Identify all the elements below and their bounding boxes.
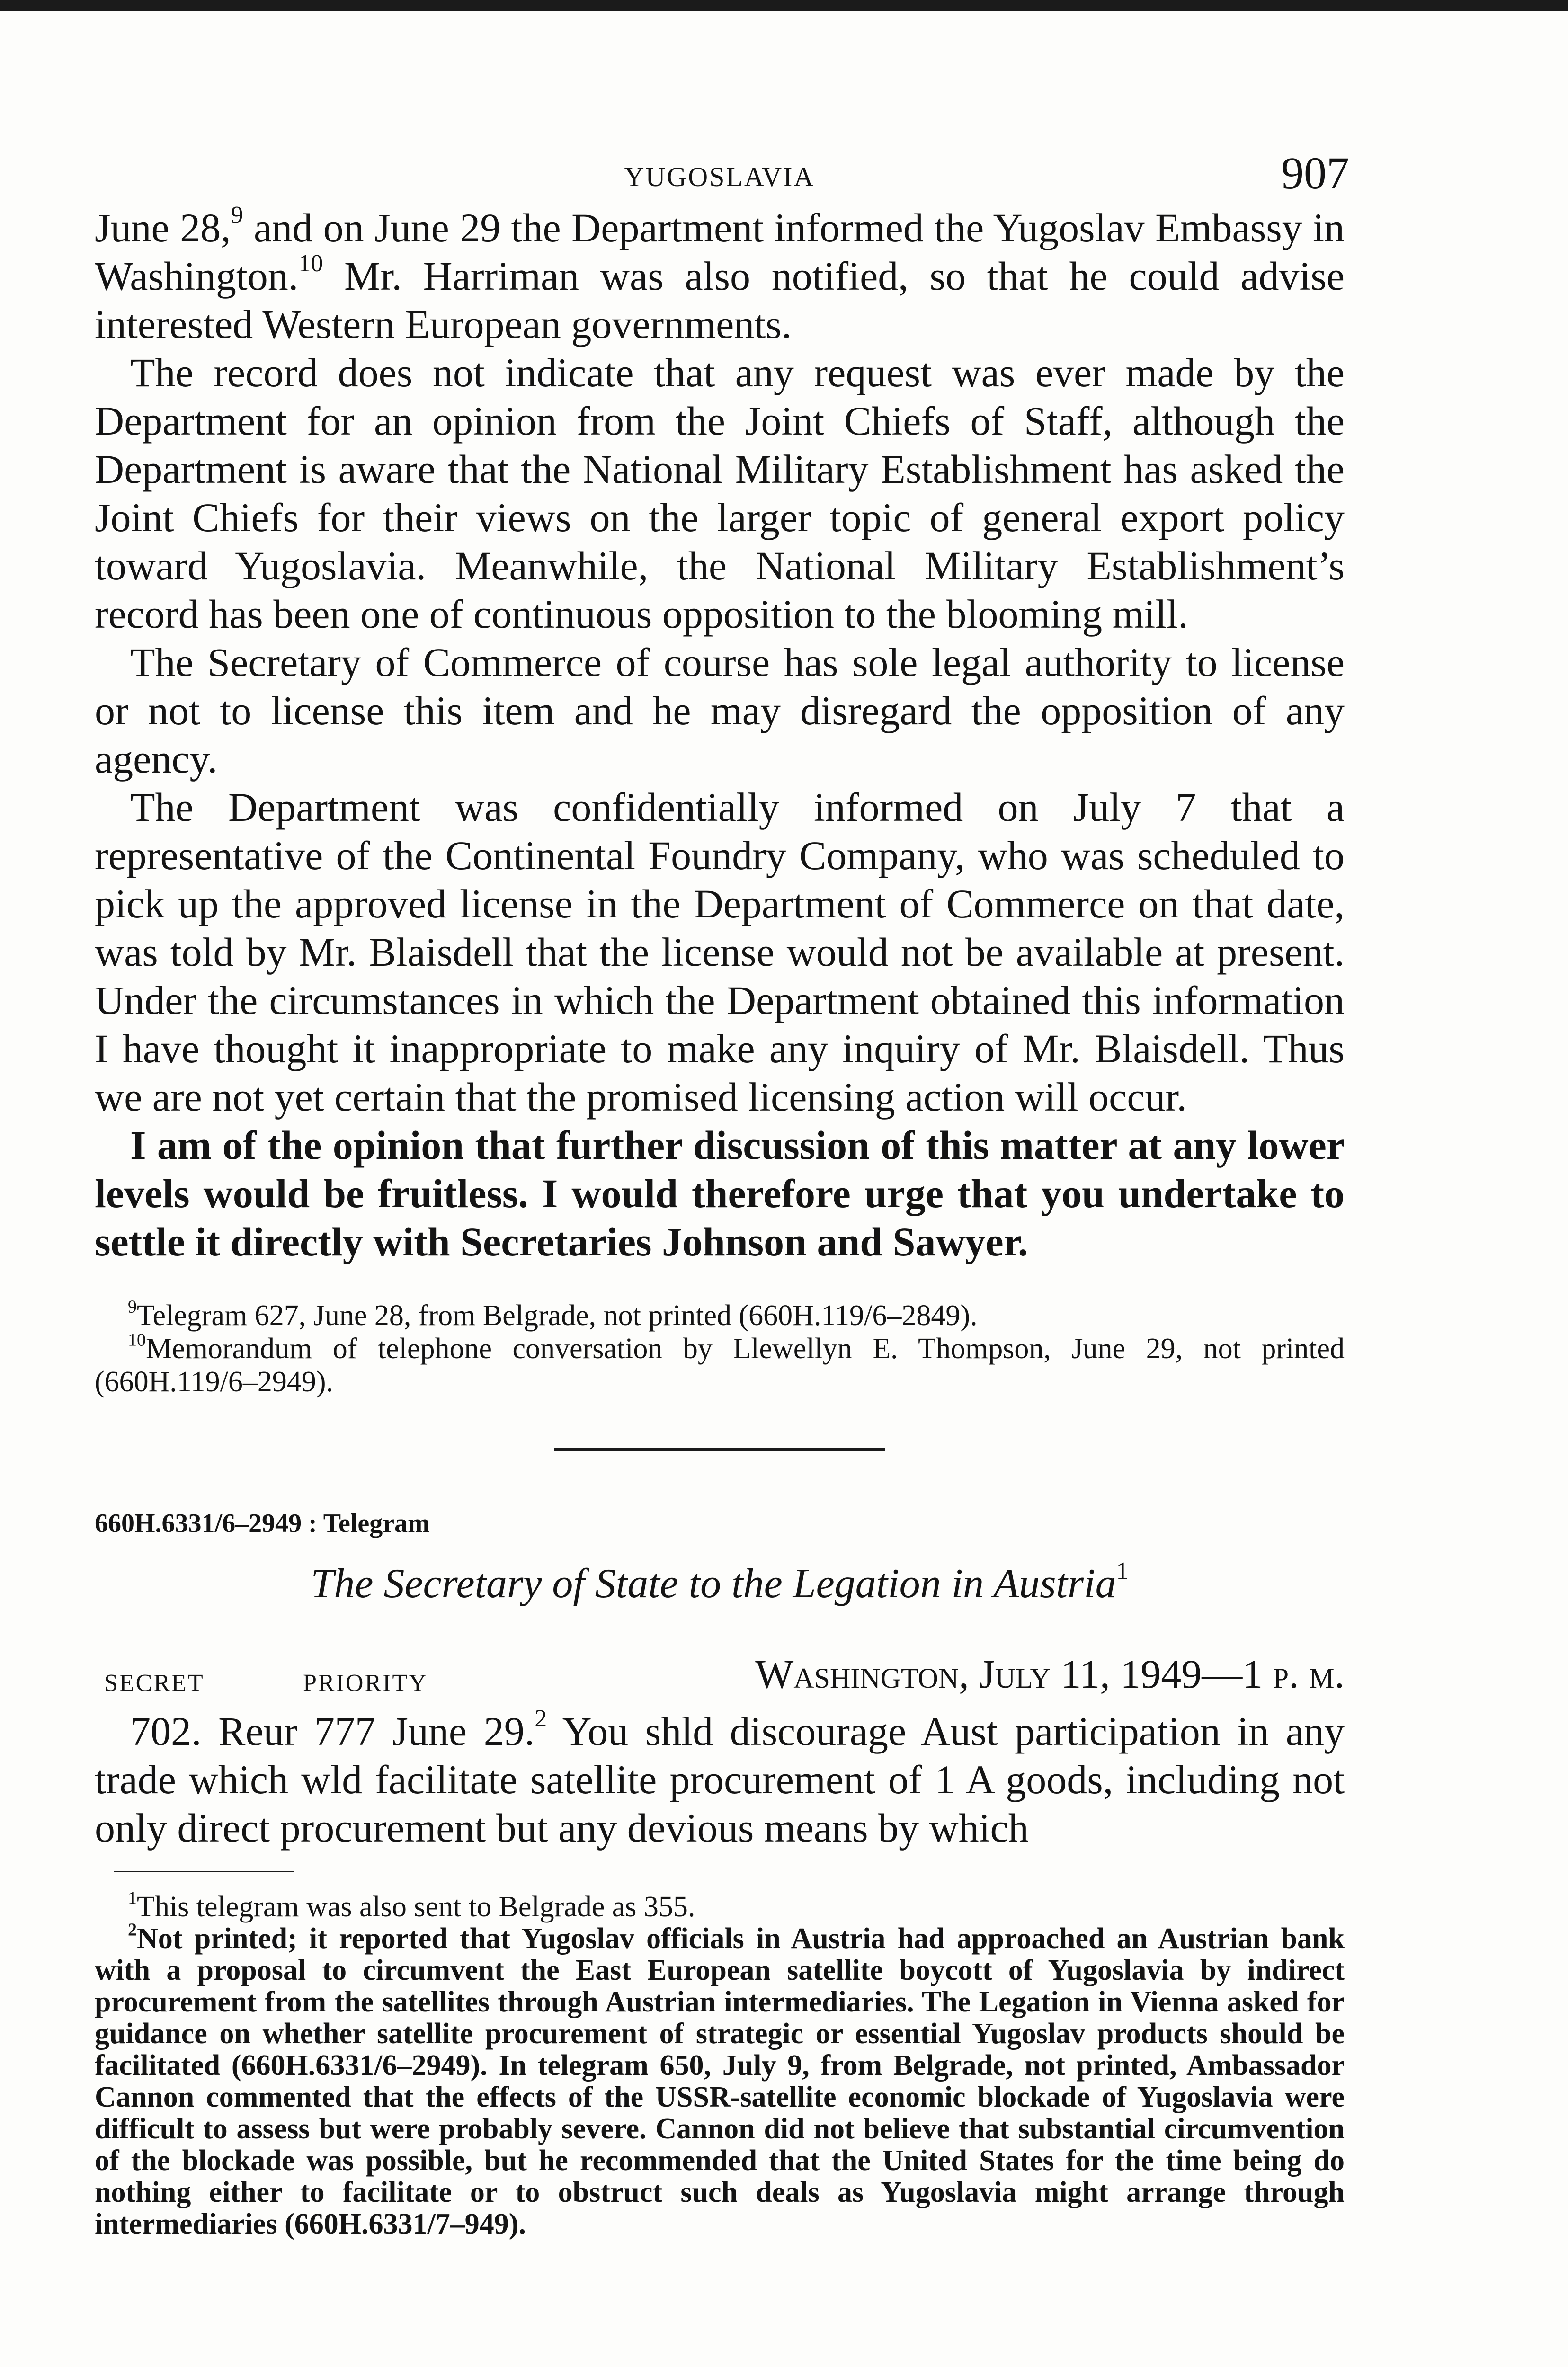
- section-divider: [554, 1448, 885, 1451]
- paragraph-text: June 28,: [95, 205, 231, 250]
- footnote-marker: 9: [128, 1297, 137, 1317]
- footnotes-bottom: [95, 1888, 1345, 2240]
- telegram-body: [95, 1707, 1345, 1852]
- running-title: YUGOSLAVIA: [624, 161, 815, 192]
- footnote-text: Memorandum of telephone conversation by Llewellyn E. Thompson, June 29, not printed (660H.119/6–2949).: [95, 1333, 1345, 1398]
- footnote-ref-9[interactable]: 9: [231, 202, 243, 229]
- body-text: [95, 204, 1345, 1266]
- paragraph-text: You shld discourage Aust participation in any trade which wld facilitate satellite procurement of 1 A goods, including not only direct procurement but any devious means by which: [95, 1709, 1345, 1851]
- footnote-marker: 10: [128, 1330, 146, 1350]
- footnote-1: [95, 1888, 1345, 1923]
- footnote-2: [95, 1920, 1345, 2240]
- paragraph-text: 702. Reur 777 June 29.: [130, 1709, 535, 1754]
- footnotes-top: [95, 1299, 1345, 1398]
- telegram-paragraph: [95, 1707, 1345, 1852]
- footnote-separator: [114, 1871, 294, 1872]
- footnote-text: Telegram 627, June 28, from Belgrade, not printed (660H.119/6–2849).: [137, 1299, 978, 1332]
- priority-label: PRIORITY: [303, 1670, 428, 1697]
- paragraph-continuation: [95, 204, 1345, 348]
- paragraph-license-info: The Department was confidentially informed on July 7 that a representative of the Continental Foundry Company, who was scheduled to pick up the approved license in the Department of Commerce on that date, was told by Mr. Blaisdell that the license would not be available at present. Under the circumstances in which the Department obtained this information I have thought it inappropriate to make any inquiry of Mr. Blaisdell. Thus we are not yet certain that the promised licensing action will occur.: [95, 784, 1345, 1120]
- place-date: Washington, July 11, 1949—1 p. m.: [755, 1651, 1345, 1697]
- heading-text: The Secretary of State to the Legation in Austria: [311, 1561, 1116, 1607]
- classification-label: SECRET: [104, 1670, 205, 1697]
- dateline: [95, 1650, 1345, 1702]
- footnote-ref-10[interactable]: 10: [298, 250, 323, 277]
- page-content: [95, 148, 1349, 2240]
- top-border-rule: [0, 0, 1568, 11]
- footnote-ref-2[interactable]: 2: [535, 1705, 547, 1732]
- footnote-10: [95, 1332, 1345, 1398]
- running-head: [95, 148, 1349, 204]
- paragraph-text: and on June 29 the Department informed the Yugoslav Embassy in Washington.: [95, 205, 1345, 299]
- footnote-ref-1[interactable]: 1: [1116, 1557, 1129, 1584]
- footnote-marker: 1: [128, 1888, 137, 1908]
- footnote-marker: 2: [128, 1920, 137, 1940]
- document-reference: 660H.6331/6–2949 : Telegram: [95, 1509, 430, 1538]
- paragraph-joint-chiefs: The record does not indicate that any request was ever made by the Department for an opinion from the Joint Chiefs of Staff, although the Department is aware that the National Military Establishment has asked the Joint Chiefs for their views on the larger topic of general export policy toward Yugoslavia. Meanwhile, the National Military Establishment’s record has been one of continuous opposition to the blooming mill.: [95, 350, 1345, 637]
- paragraph-opinion: I am of the opinion that further discussion of this matter at any lower levels would be fruitless. I would therefore urge that you undertake to settle it directly with Secretaries Johnson and Sawyer.: [95, 1122, 1345, 1264]
- paragraph-secretary-commerce: The Secretary of Commerce of course has sole legal authority to license or not to license this item and he may disregard the opposition of any agency.: [95, 640, 1345, 782]
- paragraph-text: Mr. Harriman was also notified, so that he could advise interested Western European governments.: [95, 253, 1345, 347]
- footnote-9: [95, 1299, 1345, 1332]
- footnote-text: Not printed; it reported that Yugoslav officials in Austria had approached an Austrian bank with a proposal to circumvent the East European satellite boycott of Yugoslavia by indirect procurement from the satellites through Austrian intermediaries. The Legation in Vienna asked for guidance on whether satellite procurement of strategic or essential Yugoslav products should be facilitated (660H.6331/6–2949). In telegram 650, July 9, from Belgrade, not printed, Ambassador Cannon commented that the effects of the USSR-satellite economic blockade of Yugoslavia were difficult to assess but were probably severe. Cannon did not believe that substantial circumvention of the blockade was possible, but he recommended that the United States for the time being do nothing either to facilitate or to obstruct such deals as Yugoslavia might arrange through intermediaries (660H.6331/7–949).: [95, 1922, 1345, 2240]
- page-number: 907: [1281, 148, 1349, 198]
- document-heading: [95, 1557, 1345, 1608]
- footnote-text: This telegram was also sent to Belgrade as 355.: [137, 1891, 695, 1923]
